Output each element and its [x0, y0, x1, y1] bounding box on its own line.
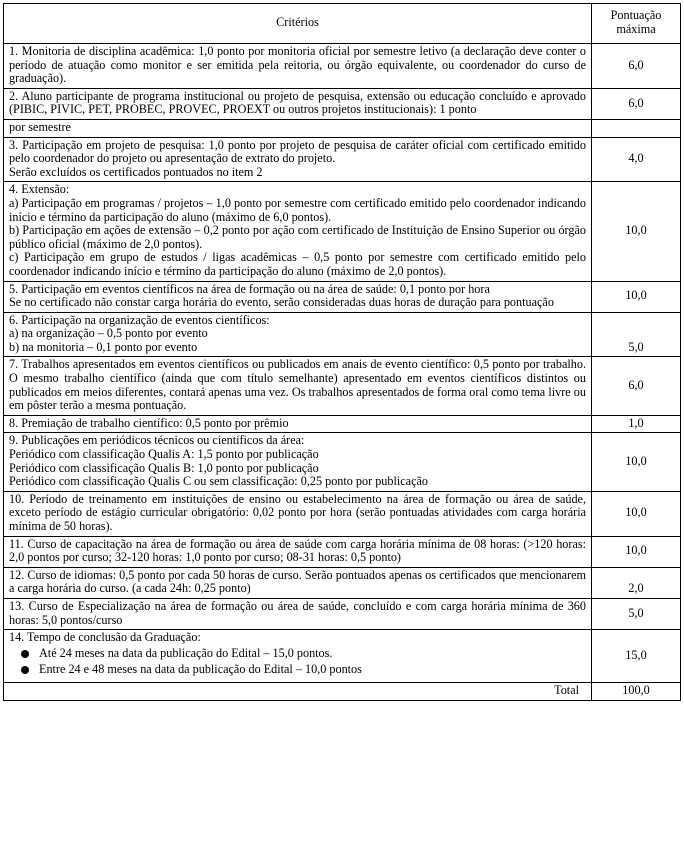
max-score-cell: 15,0 — [592, 630, 681, 683]
max-score-cell: 10,0 — [592, 491, 681, 536]
item-14-bullet-list — [9, 647, 586, 677]
criteria-text-line: b) Participação em ações de extensão – 0,2 ponto por ação com certificado de Instituição de Ensino Superior ou órgão público oficial (máximo de 2,0 pontos). — [9, 223, 586, 251]
criteria-text-line: 4. Extensão: — [9, 182, 70, 197]
table-row — [4, 281, 681, 312]
criteria-cell — [4, 44, 592, 89]
total-value: 100,0 — [592, 682, 681, 700]
criteria-cell — [4, 119, 592, 137]
criteria-text-line: a) na organização – 0,5 ponto por evento — [9, 326, 208, 341]
criteria-column-header: Critérios — [4, 4, 592, 44]
list-item — [9, 663, 586, 677]
criteria-text-line: 1. Monitoria de disciplina acadêmica: 1,0 ponto por monitoria oficial por semestre letivo (a declaração deve conter o período de atuação como monitor e ser emitida pela reitoria, ou órgão equivalente, ou coordenador do curso de graduação). — [9, 44, 586, 86]
bullet-text: Entre 24 e 48 meses na data da publicação do Edital – 10,0 pontos — [39, 662, 362, 677]
criteria-cell — [4, 630, 592, 683]
criteria-cell — [4, 88, 592, 119]
criteria-text-line: por semestre — [9, 119, 71, 134]
max-score-cell — [592, 119, 681, 137]
max-score-column-header — [592, 4, 681, 44]
max-score-cell: 10,0 — [592, 281, 681, 312]
max-score-cell: 10,0 — [592, 182, 681, 281]
list-item — [9, 647, 586, 661]
table-row-total — [4, 682, 681, 700]
criteria-cell — [4, 281, 592, 312]
max-score-cell: 5,0 — [592, 598, 681, 629]
max-score-cell: 6,0 — [592, 88, 681, 119]
criteria-text-line: 10. Período de treinamento em instituições de ensino ou estabelecimento na área de formação ou área de saúde, exceto período de estágio curricular obrigatório: 0,02 ponto por hora (serão pontuadas atividades com carga horária mínima de 50 horas). — [9, 491, 586, 533]
max-score-cell: 10,0 — [592, 536, 681, 567]
criteria-text-line: 13. Curso de Especialização na área de formação ou área de saúde, concluído e com carga horária mínima de 360 horas: 5,0 pontos/curso — [9, 598, 586, 627]
max-score-cell: 2,0 — [592, 567, 681, 598]
criteria-text-line: Se no certificado não constar carga horária do evento, serão consideradas duas horas de duração para pontuação — [9, 295, 554, 310]
criteria-text-line: 6. Participação na organização de eventos científicos: — [9, 312, 270, 327]
table-row — [4, 433, 681, 491]
criteria-table-wrapper — [3, 3, 680, 701]
criteria-text-line: 11. Curso de capacitação na área de formação ou área de saúde com carga horária mínima de 08 horas: (>120 horas: 2,0 pontos por curso; 32-120 horas: 1,0 ponto por curso; 08-31 horas: 0,5 ponto) — [9, 536, 586, 565]
criteria-table — [3, 3, 681, 701]
criteria-text-line: 5. Participação em eventos científicos na área de formação ou na área de saúde: 0,1 ponto por hora — [9, 281, 490, 296]
criteria-text-line: Periódico com classificação Qualis A: 1,5 ponto por publicação — [9, 447, 319, 462]
criteria-text-line: 3. Participação em projeto de pesquisa: 1,0 ponto por projeto de pesquisa de caráter oficial com certificado emitido pelo coordenador do projeto ou apresentação de extrato do projeto. — [9, 137, 586, 166]
table-row — [4, 182, 681, 281]
criteria-cell — [4, 536, 592, 567]
criteria-cell — [4, 491, 592, 536]
criteria-text-line: 8. Premiação de trabalho científico: 0,5 ponto por prêmio — [9, 415, 289, 430]
table-row — [4, 415, 681, 433]
max-score-header-line-2: máxima — [616, 22, 656, 36]
bullet-text: Até 24 meses na data da publicação do Edital – 15,0 pontos. — [39, 645, 333, 660]
table-row — [4, 312, 681, 357]
table-row-item-14 — [4, 630, 681, 683]
criteria-text-line: Serão excluídos os certificados pontuados no item 2 — [9, 164, 263, 179]
table-row — [4, 357, 681, 415]
total-label: Total — [4, 682, 592, 700]
max-score-cell: 6,0 — [592, 357, 681, 415]
item-14-title: 14. Tempo de conclusão da Graduação: — [9, 630, 201, 645]
table-row — [4, 119, 681, 137]
criteria-cell — [4, 415, 592, 433]
criteria-cell — [4, 182, 592, 281]
criteria-cell — [4, 357, 592, 415]
criteria-text-line: 2. Aluno participante de programa institucional ou projeto de pesquisa, extensão ou educação concluído e aprovado (PIBIC, PIVIC, PET, PROBEC, PROVEC, PROEXT ou outros projetos institucionais): 1 ponto — [9, 88, 586, 117]
bullet-dot-icon — [21, 650, 29, 658]
criteria-rows — [4, 44, 681, 630]
criteria-text-line: b) na monitoria – 0,1 ponto por evento — [9, 339, 198, 354]
criteria-text-line: Periódico com classificação Qualis B: 1,0 ponto por publicação — [9, 460, 319, 475]
criteria-text-line: 12. Curso de idiomas: 0,5 ponto por cada 50 horas de curso. Serão pontuados apenas os certificados que mencionarem a carga horária do curso. (a cada 24h: 0,25 ponto) — [9, 567, 586, 596]
criteria-text-line: 9. Publicações em periódicos técnicos ou científicos da área: — [9, 433, 305, 448]
criteria-cell — [4, 567, 592, 598]
table-row — [4, 491, 681, 536]
criteria-cell — [4, 137, 592, 182]
table-row — [4, 567, 681, 598]
criteria-cell — [4, 312, 592, 357]
table-header-row — [4, 4, 681, 44]
max-score-cell: 5,0 — [592, 312, 681, 357]
max-score-header-line-1: Pontuação — [610, 8, 662, 23]
bullet-dot-icon — [21, 666, 29, 674]
criteria-cell — [4, 433, 592, 491]
max-score-cell: 6,0 — [592, 44, 681, 89]
criteria-cell — [4, 598, 592, 629]
criteria-text-line: 7. Trabalhos apresentados em eventos científicos ou publicados em anais de evento científico: 0,5 ponto por trabalho. O mesmo trabalho científico (ainda que com título semelhante) apresentado em eventos científicos distintos ou publicados em meios diferentes, contará apenas uma vez. Os trabalhos apresentados de forma oral como tema livre ou em pôster terão a mesma pontuação. — [9, 357, 586, 413]
table-row — [4, 137, 681, 182]
max-score-cell: 1,0 — [592, 415, 681, 433]
table-row — [4, 44, 681, 89]
max-score-cell: 10,0 — [592, 433, 681, 491]
criteria-text-line: Periódico com classificação Qualis C ou sem classificação: 0,25 ponto por publicação — [9, 474, 428, 489]
criteria-text-line: c) Participação em grupo de estudos / ligas acadêmicas – 0,5 ponto por semestre com certificado emitido pelo coordenador indicando início e término da participação do aluno (máximo de 2,0 pontos). — [9, 250, 586, 278]
criteria-text-line: a) Participação em programas / projetos – 1,0 ponto por semestre com certificado emitido pelo coordenador indicando início e término da participação do aluno (máximo de 6,0 pontos). — [9, 195, 586, 224]
table-row — [4, 536, 681, 567]
max-score-cell: 4,0 — [592, 137, 681, 182]
table-row — [4, 598, 681, 629]
table-row — [4, 88, 681, 119]
